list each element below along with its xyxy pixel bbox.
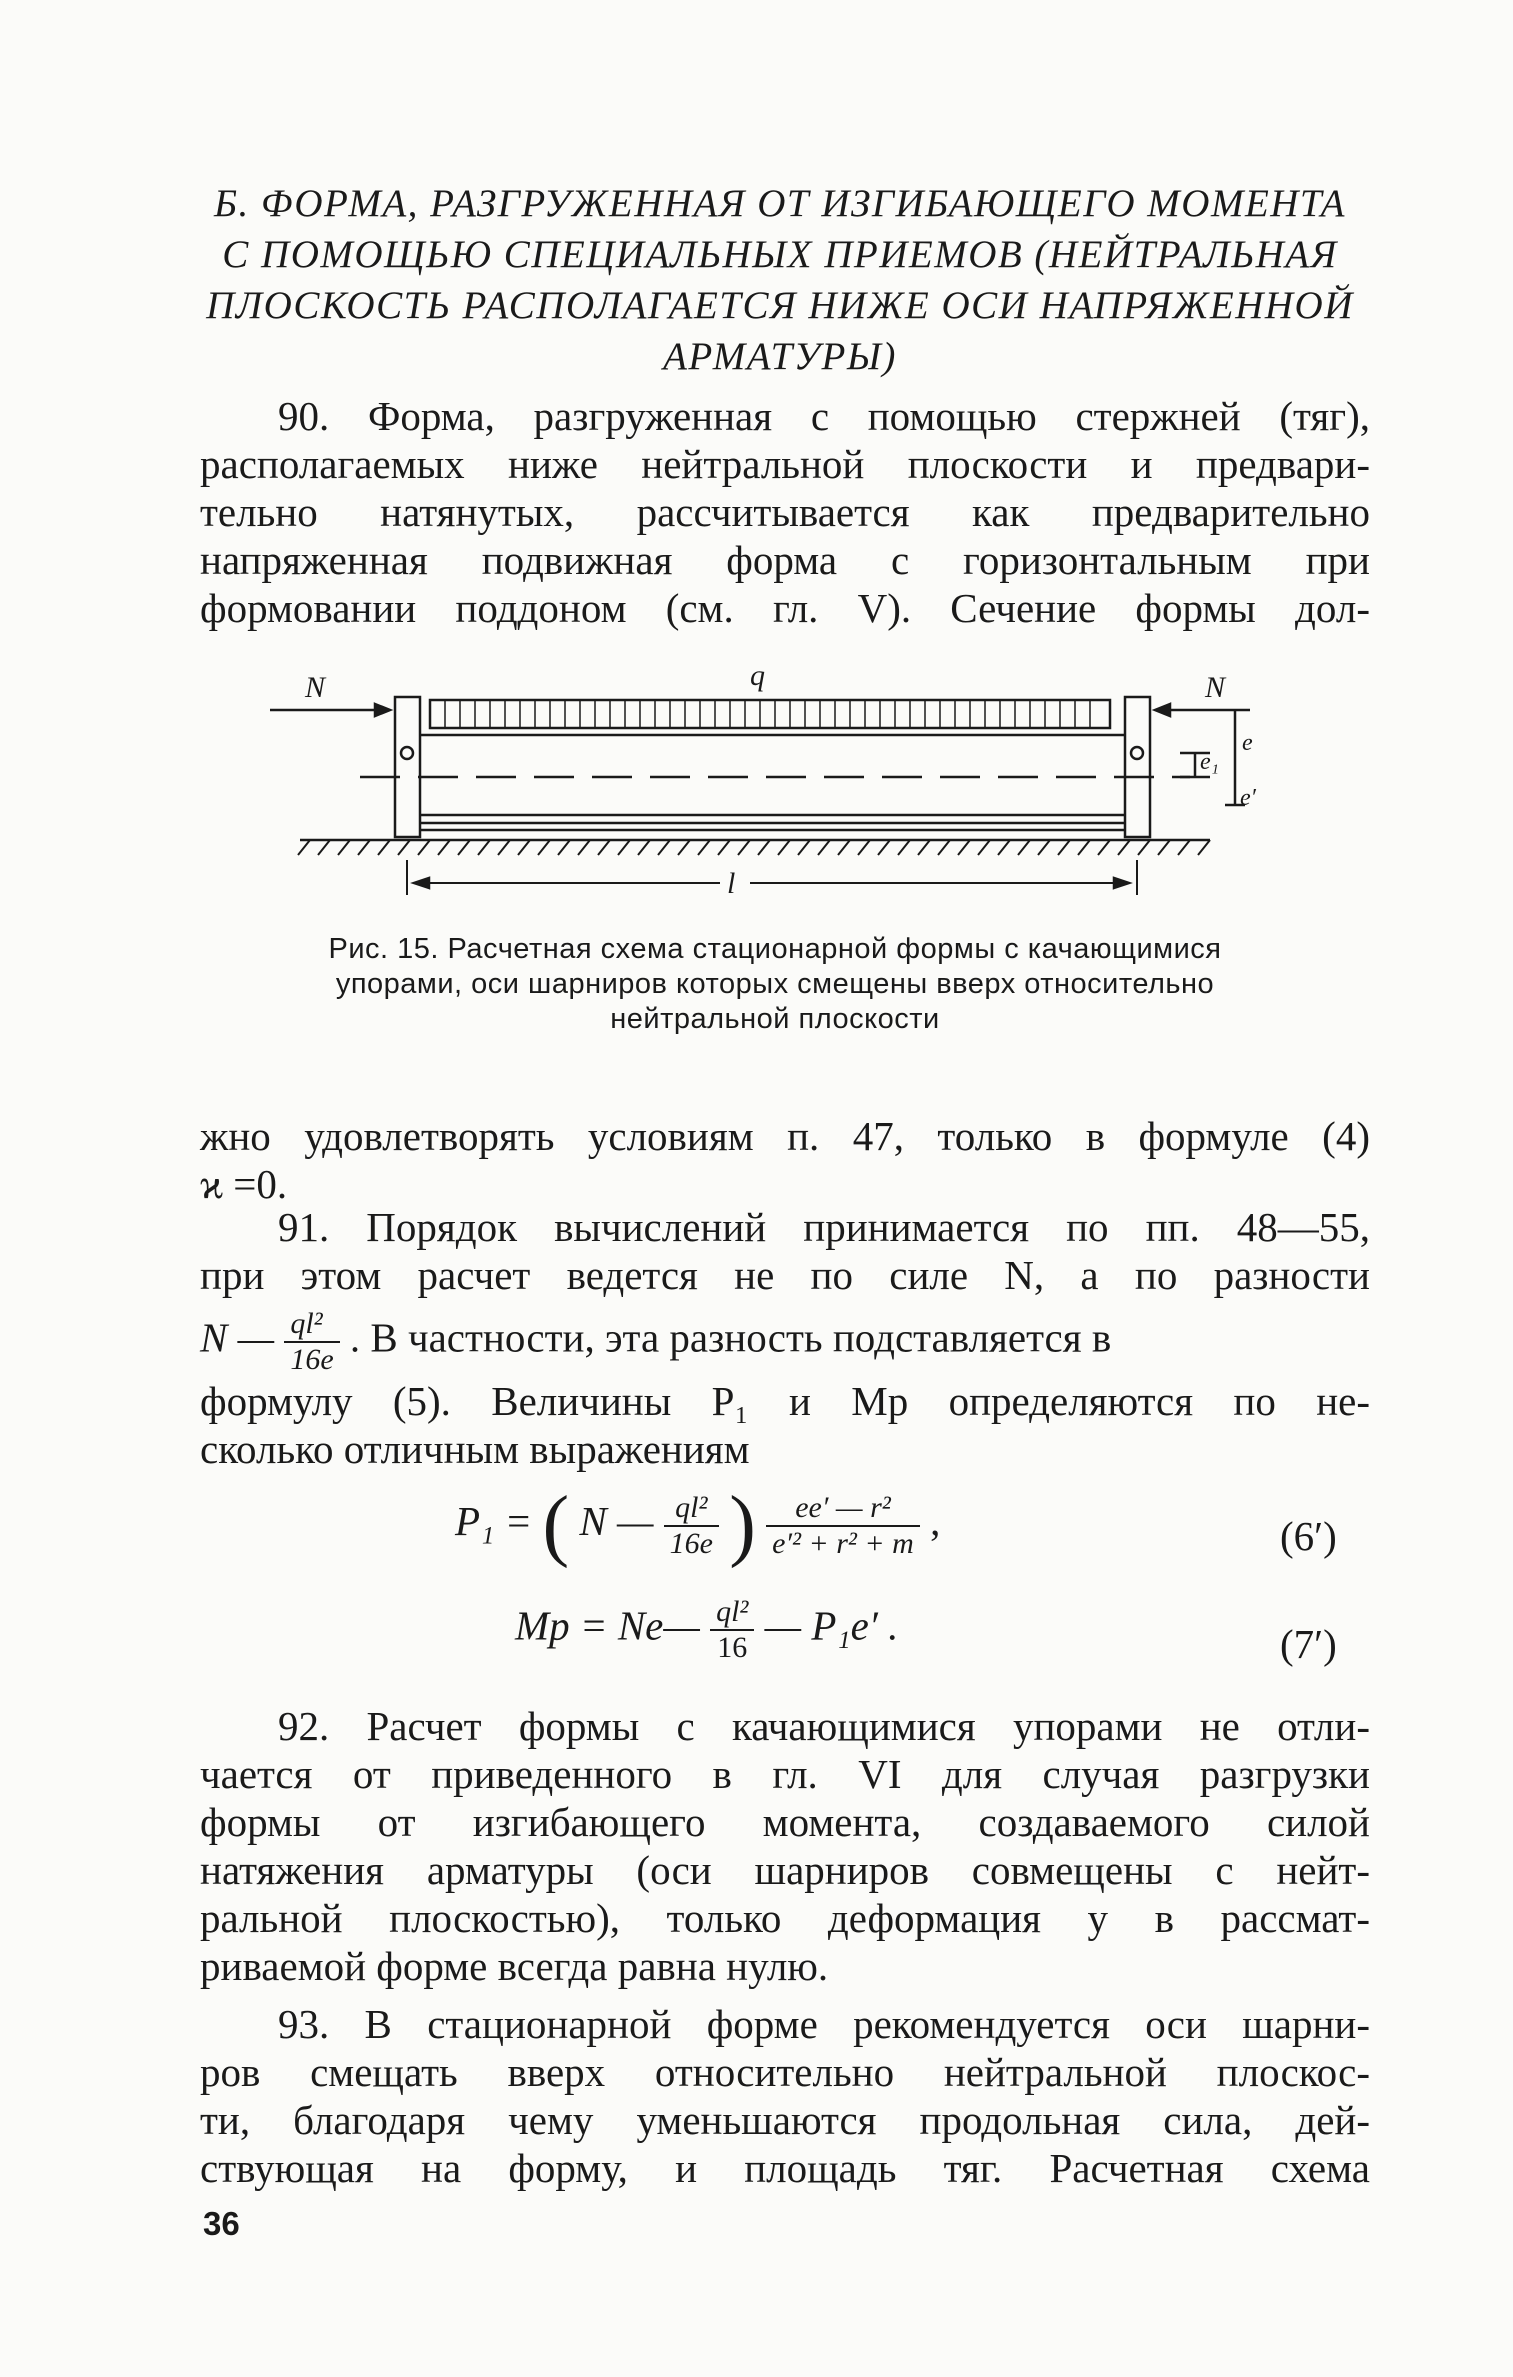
label-e-prime: e′ [1240, 785, 1256, 811]
arrowhead [414, 878, 429, 888]
text-line: жно удовлетворять условиям п. 47, только в формуле (4) [200, 1113, 1370, 1159]
fraction-denominator: 16e [290, 1343, 334, 1376]
formula-lhs: P₁ = [455, 1497, 533, 1544]
text-span: . В частности, эта разность подставляется в [349, 1314, 1112, 1361]
caption-line: Рис. 15. Расчетная схема стационарной формы с качающимися [328, 933, 1222, 965]
text-line: риваемой форме всегда равна нулю. [200, 1943, 829, 1989]
formula-term: N — [579, 1497, 654, 1544]
text-line: натяжения арматуры (оси шарниров совмещены с нейт- [200, 1847, 1370, 1893]
paren-open: ( [542, 1481, 570, 1569]
label-force-left: N [305, 671, 326, 704]
text-line: формулу (5). Величины P₁ и Mр определяются по не- [200, 1378, 1370, 1424]
inline-fraction [284, 1307, 339, 1377]
page-number: 36 [203, 2205, 240, 2242]
formula-7 [515, 1595, 898, 1665]
text-line: 93. В стационарной форме рекомендуется оси шарни- [278, 2001, 1370, 2047]
formula-fraction [766, 1491, 920, 1561]
text-line: ральной плоскостью), только деформация y в рассмат- [200, 1895, 1370, 1941]
paragraph-92 [200, 1702, 1370, 1990]
fraction-denominator: 16 [717, 1631, 748, 1664]
paragraph-continuation [200, 1112, 1370, 1208]
hinge-left [401, 747, 413, 759]
heading-line: АРМАТУРЫ) [663, 335, 897, 378]
heading-line: ПЛОСКОСТЬ РАСПОЛАГАЕТСЯ НИЖЕ ОСИ НАПРЯЖЕННОЙ [206, 284, 1354, 327]
figure-caption [225, 932, 1325, 1037]
ground-hatch [298, 840, 1210, 855]
equation-number: (6′) [1280, 1513, 1337, 1559]
label-span: l [727, 867, 736, 900]
arrowhead [1155, 704, 1170, 716]
label-force-right: N [1205, 671, 1226, 704]
text-line: ствующая на форму, и площадь тяг. Расчетная схема [200, 2145, 1370, 2191]
left-support [395, 697, 420, 837]
text-line: ров смещать вверх относительно нейтральной плоскос- [200, 2049, 1370, 2095]
fraction-numerator: ql² [664, 1491, 719, 1527]
caption-line: нейтральной плоскости [610, 1003, 940, 1035]
text-line: ти, благодаря чему уменьшаются продольная сила, дей- [200, 2097, 1370, 2143]
label-e: e [1242, 730, 1253, 756]
fraction-denominator: e′² + r² + m [772, 1526, 914, 1560]
text-line: напряженная подвижная форма с горизонтальным при [200, 537, 1370, 583]
inline-math: N — [200, 1314, 275, 1361]
section-heading [180, 178, 1380, 382]
fraction-numerator: ql² [284, 1307, 339, 1343]
caption-line: упорами, оси шарниров которых смещены вверх относительно [335, 968, 1215, 1000]
text-line: 92. Расчет формы с качающимися упорами не отли- [278, 1703, 1370, 1749]
formula-tail: — P₁e′ . [764, 1602, 899, 1649]
load-ticks [445, 700, 1090, 728]
heading-line: Б. ФОРМА, РАЗГРУЖЕННАЯ ОТ ИЗГИБАЮЩЕГО МОМЕНТА [214, 182, 1346, 225]
equation-number: (7′) [1280, 1621, 1337, 1667]
fraction-denominator: 16e [669, 1526, 713, 1560]
label-e1: e₁ [1200, 749, 1219, 775]
text-line-with-fraction [200, 1307, 1370, 1377]
label-load: q [750, 659, 765, 692]
text-line: формы от изгибающего момента, создаваемого силой [200, 1799, 1370, 1845]
paren-close: ) [729, 1481, 756, 1569]
text-line: при этом расчет ведется не по силе N, а по разности [200, 1252, 1370, 1298]
figure-15-diagram [250, 655, 1256, 915]
text-line: сколько отличным выражениям [200, 1426, 750, 1472]
fraction-numerator: ee′ — r² [766, 1491, 920, 1527]
fraction-numerator: ql² [710, 1595, 754, 1631]
paragraph-90 [200, 392, 1370, 632]
text-line: располагаемых ниже нейтральной плоскости и предвари- [200, 441, 1370, 487]
paragraph-91 [200, 1203, 1370, 1473]
formula-tail: , [930, 1497, 941, 1544]
hinge-right [1131, 747, 1143, 759]
right-support [1125, 697, 1150, 837]
text-line: чается от приведенного в гл. VI для случая разгрузки [200, 1751, 1370, 1797]
formula-fraction [710, 1595, 754, 1665]
text-line: 91. Порядок вычислений принимается по пп. 48—55, [278, 1204, 1370, 1250]
heading-line: С ПОМОЩЬЮ СПЕЦИАЛЬНЫХ ПРИЕМОВ (НЕЙТРАЛЬНАЯ [222, 233, 1338, 276]
load-comb [430, 700, 1110, 728]
arrowhead [1114, 878, 1129, 888]
text-line: 90. Форма, разгруженная с помощью стержней (тяг), [278, 393, 1370, 439]
text-line: тельно натянутых, рассчитывается как предварительно [200, 489, 1370, 535]
arrowhead [375, 704, 390, 716]
paragraph-93 [200, 2000, 1370, 2192]
formula-lhs: Mр = Ne— [515, 1602, 700, 1649]
formula-6 [455, 1480, 940, 1571]
text-line: формовании поддоном (см. гл. V). Сечение формы дол- [200, 585, 1370, 631]
formula-fraction [664, 1491, 719, 1561]
text-line: ϰ =0. [200, 1161, 288, 1207]
